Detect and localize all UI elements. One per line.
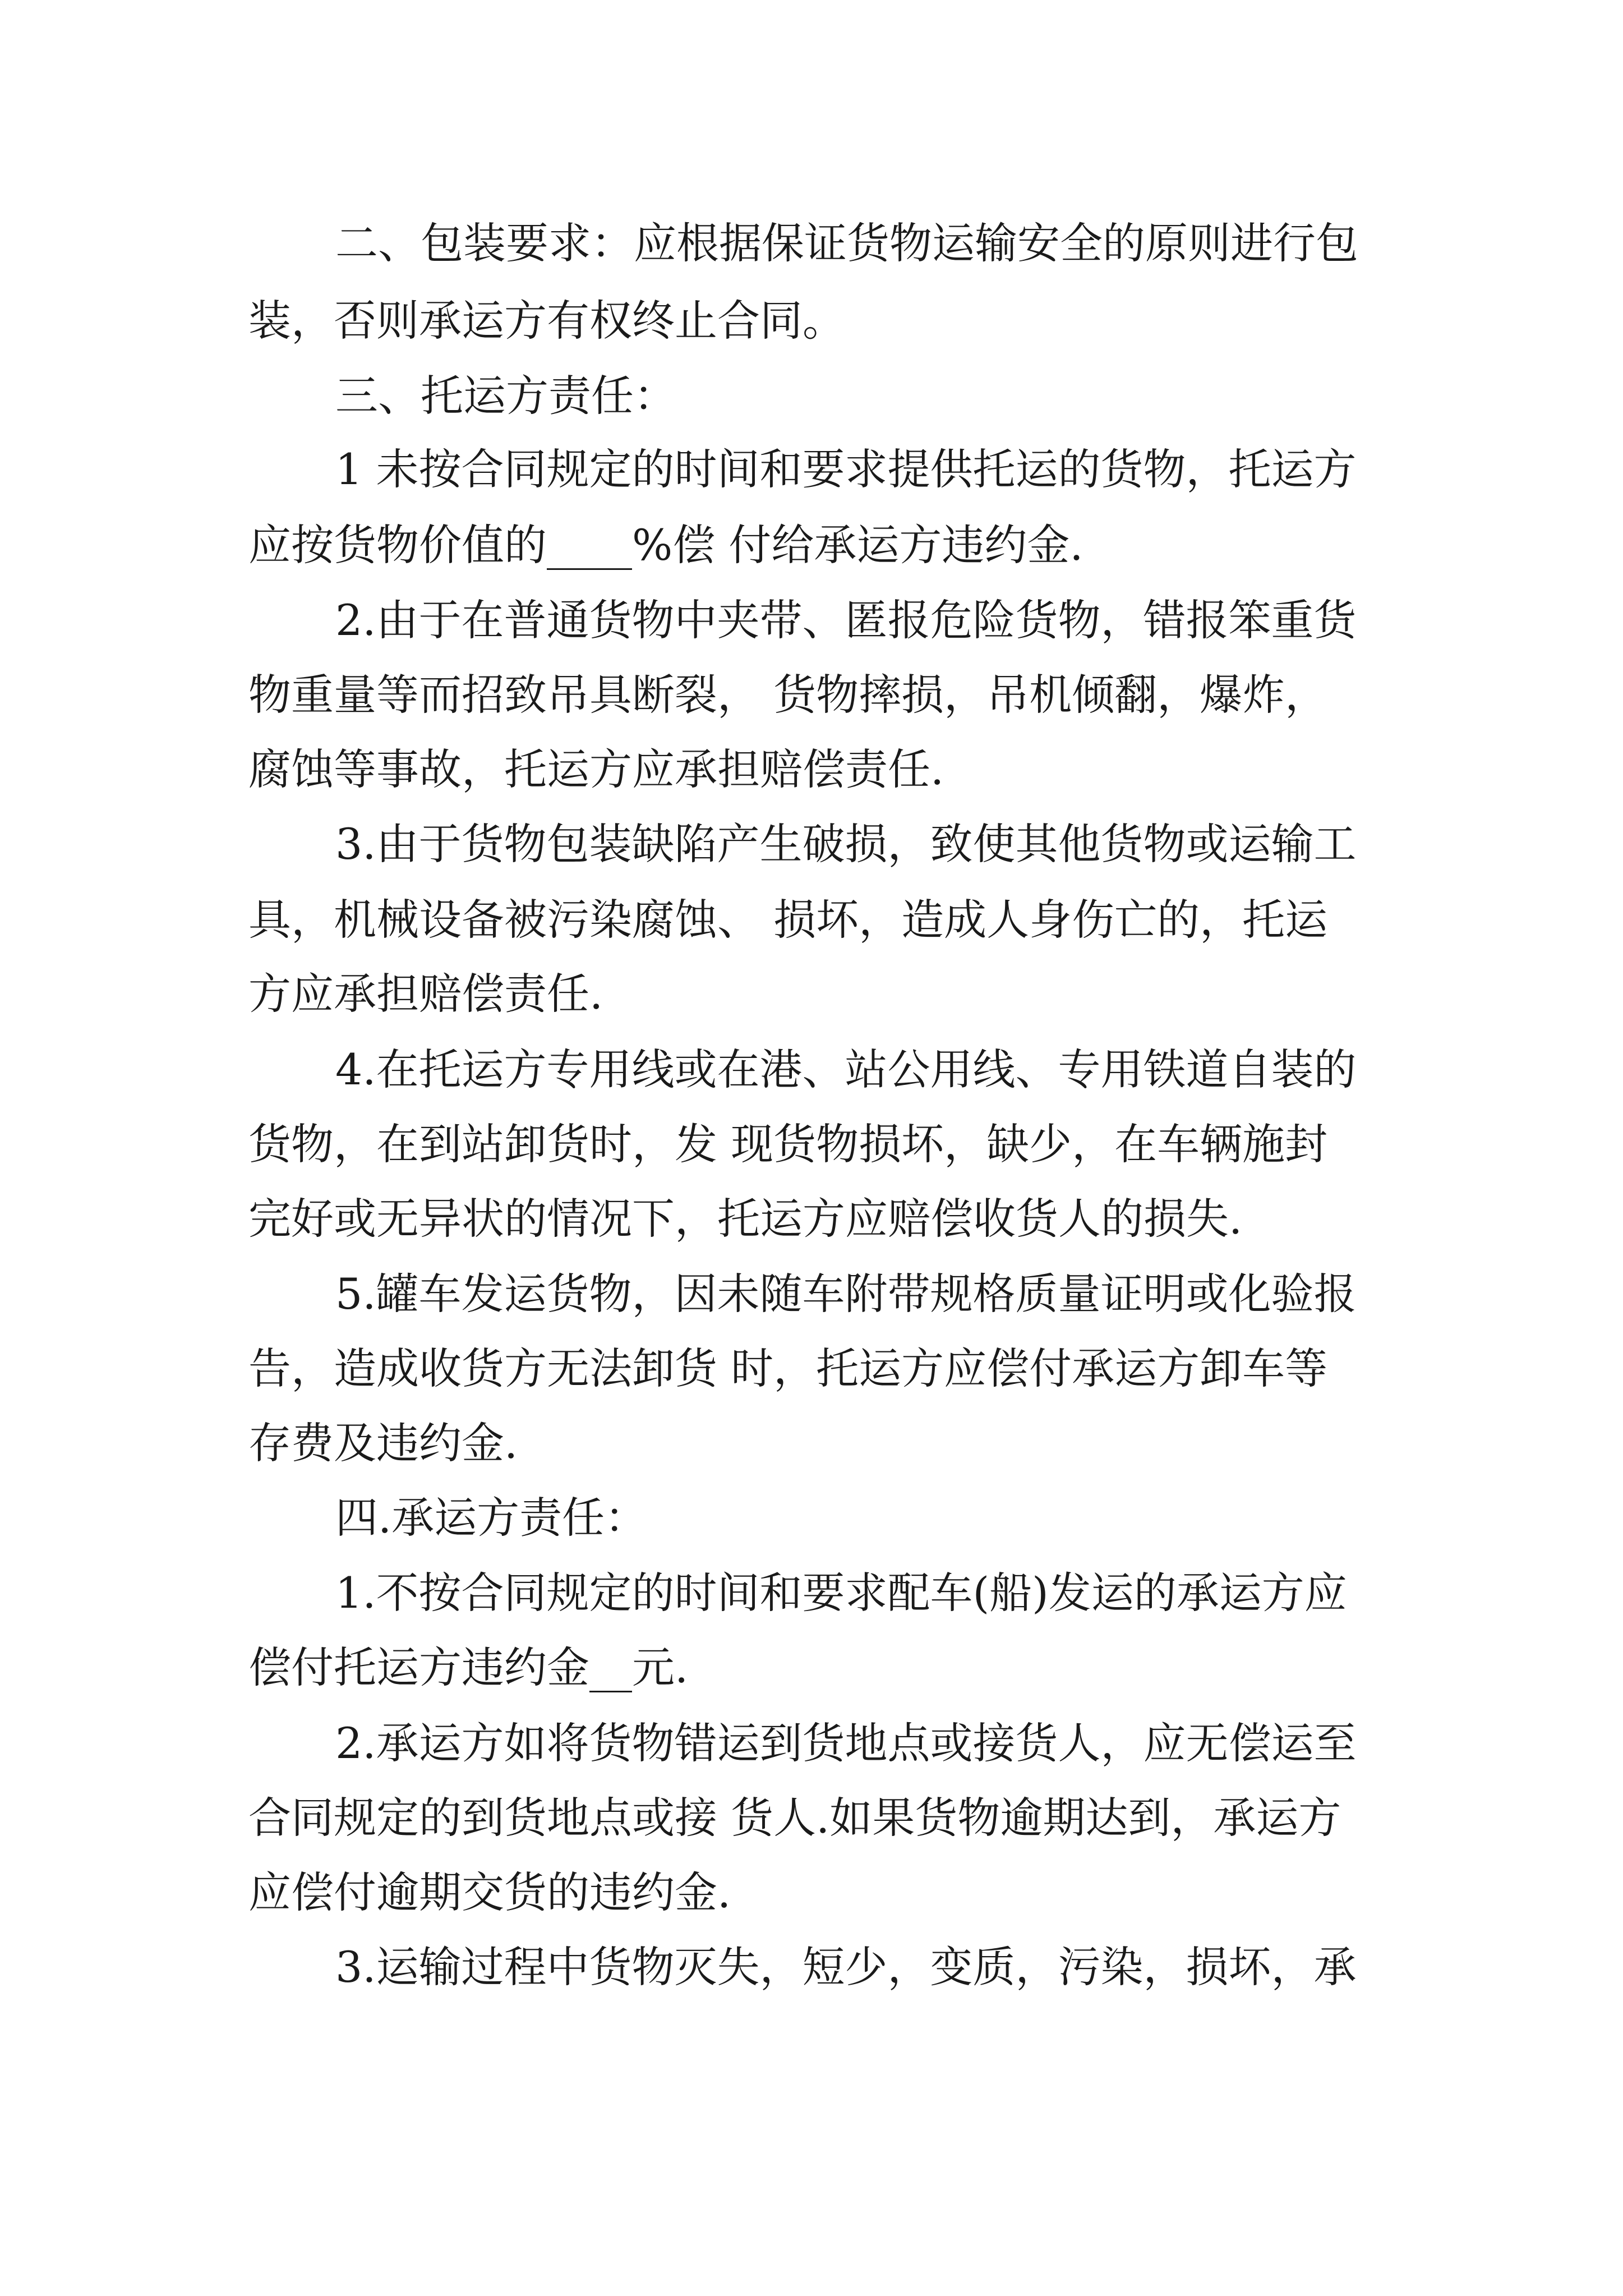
- text-line: 存费及违约金.: [248, 1418, 518, 1468]
- section-heading: 四.承运方责任：: [335, 1493, 648, 1543]
- text-line: 应偿付逾期交货的违约金.: [248, 1867, 731, 1917]
- text-line: 2.承运方如将货物错运到货地点或接货人，应无偿运至: [335, 1718, 1357, 1768]
- text-line: 货物，在到站卸货时，发 现货物损坏，缺少，在车辆施封: [248, 1119, 1328, 1169]
- text-line: 二、包装要求：应根据保证货物运输安全的原则进行包: [335, 218, 1358, 268]
- text-line: 合同规定的到货地点或接 货人.如果货物逾期达到，承运方: [248, 1793, 1341, 1843]
- text-line: 物重量等而招致吊具断裂， 货物摔损，吊机倾翻，爆炸，: [248, 670, 1328, 720]
- text-line: 装，否则承运方有权终止合同。: [248, 296, 845, 346]
- text-line: 具，机械设备被污染腐蚀、 损坏，造成人身伤亡的，托运: [248, 895, 1328, 945]
- text-line: 告，造成收货方无法卸货 时，托运方应偿付承运方卸车等: [248, 1343, 1328, 1393]
- text-line: 1.不按合同规定的时间和要求配车(船)发运的承运方应: [335, 1568, 1347, 1618]
- text-line: 偿付托运方违约金__元.: [248, 1642, 689, 1692]
- text-line: 1 未按合同规定的时间和要求提供托运的货物，托运方: [335, 444, 1357, 494]
- text-line: 应按货物价值的____%偿 付给承运方违约金.: [248, 520, 1083, 570]
- section-heading: 三、托运方责任：: [335, 371, 676, 421]
- text-line: 4.在托运方专用线或在港、站公用线、专用铁道自装的: [335, 1045, 1357, 1094]
- text-line: 腐蚀等事故，托运方应承担赔偿责任.: [248, 744, 944, 794]
- text-line: 完好或无异状的情况下，托运方应赔偿收货人的损失.: [248, 1194, 1243, 1244]
- text-line: 方应承担赔偿责任.: [248, 969, 603, 1019]
- text-line: 2.由于在普通货物中夹带、匿报危险货物，错报笨重货: [335, 595, 1357, 645]
- text-line: 3.由于货物包装缺陷产生破损，致使其他货物或运输工: [335, 819, 1357, 869]
- text-line: 5.罐车发运货物，因未随车附带规格质量证明或化验报: [335, 1269, 1357, 1319]
- text-line: 3.运输过程中货物灭失，短少，变质，污染，损坏，承: [335, 1942, 1357, 1992]
